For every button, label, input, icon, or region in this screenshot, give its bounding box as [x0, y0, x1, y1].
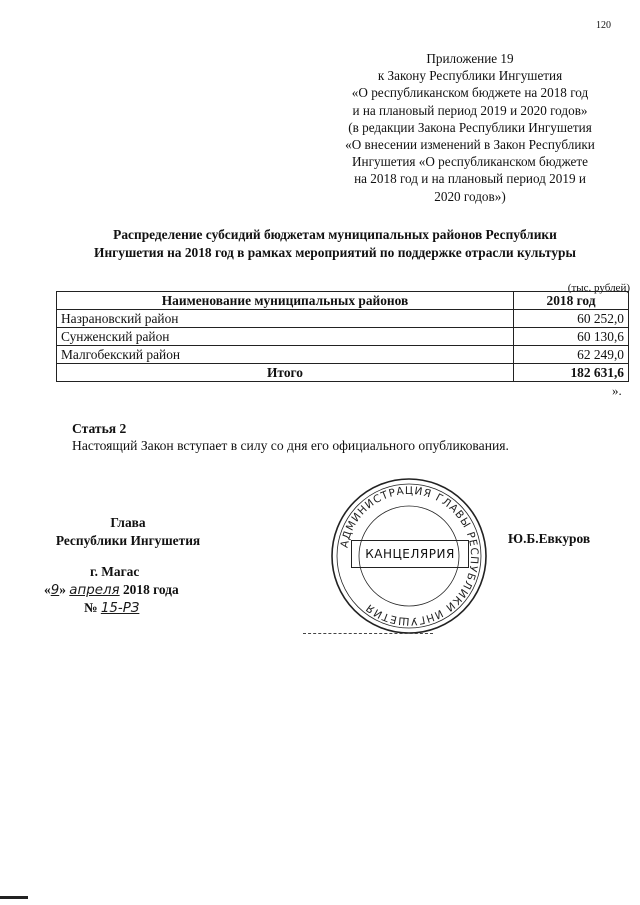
closing-quote: ».: [612, 383, 622, 398]
appendix-line: к Закону Республики Ингушетия: [377, 68, 563, 84]
signer-name: Ю.Б.Евкуров: [508, 531, 591, 546]
number-line: [84, 600, 139, 616]
district-value: 62 249,0: [514, 346, 629, 364]
date-line: [44, 582, 179, 598]
date-year: 2018 года: [122, 582, 179, 597]
units-label: (тыс. рублей): [567, 282, 630, 294]
title-line: Распределение субсидий бюджетам муниципальных районов Республики: [113, 227, 557, 242]
date-close-quote: »: [59, 582, 66, 597]
appendix-line: Приложение 19: [426, 51, 514, 66]
scan-edge-mark: [0, 896, 28, 899]
appendix-line: «О республиканском бюджете на 2018 год: [351, 85, 589, 101]
date-month-handwritten: апреля: [69, 583, 120, 598]
appendix-line: Ингушетия «О республиканском бюджете: [351, 154, 588, 170]
date-open-quote: «: [44, 582, 51, 597]
table-row: [57, 310, 629, 328]
number-handwritten: 15-РЗ: [100, 601, 140, 616]
dashed-divider: [303, 633, 433, 634]
appendix-line: «О внесении изменений в Закон Республики: [345, 137, 595, 153]
header-year: 2018 год: [514, 292, 629, 310]
appendix-line: и на плановый период 2019 и 2020 годов»: [352, 102, 588, 118]
appendix-line: (в редакции Закона Республики Ингушетия: [348, 119, 592, 135]
number-label: №: [84, 600, 98, 615]
budget-table: [56, 291, 629, 382]
total-value: 182 631,6: [514, 364, 629, 382]
position-line: Глава: [110, 515, 146, 530]
position-line: Республики Ингушетия: [55, 533, 201, 548]
stamp-center-text: КАНЦЕЛЯРИЯ: [351, 540, 469, 568]
date-day-handwritten: 9: [50, 583, 60, 598]
table-header-row: [57, 292, 629, 310]
header-district: Наименование муниципальных районов: [57, 292, 514, 310]
article-title: Статья 2: [72, 421, 127, 436]
table-total-row: [57, 364, 629, 382]
title-line: Ингушетия на 2018 год в рамках мероприятий по поддержке отрасли культуры: [94, 245, 576, 260]
district-name: Малгобекский район: [57, 346, 514, 364]
article-text: Настоящий Закон вступает в силу со дня его официального опубликования.: [72, 438, 509, 453]
signer-position: [38, 514, 218, 550]
page-number: 120: [596, 20, 611, 31]
district-name: Сунженский район: [57, 328, 514, 346]
stamp-ring-text: АДМИНИСТРАЦИЯ ГЛАВЫ РЕСПУБЛИКИ ИНГУШЕТИЯ: [338, 484, 481, 628]
stamp-seal: [329, 476, 489, 636]
district-name: Назрановский район: [57, 310, 514, 328]
district-value: 60 252,0: [514, 310, 629, 328]
total-label: Итого: [57, 364, 514, 382]
district-value: 60 130,6: [514, 328, 629, 346]
table-row: [57, 328, 629, 346]
table-row: [57, 346, 629, 364]
city: г. Магас: [90, 564, 140, 579]
document-title: [30, 226, 640, 262]
appendix-line: на 2018 год и на плановый период 2019 и: [354, 171, 586, 187]
appendix-header: [300, 50, 640, 205]
appendix-line: 2020 годов»): [434, 188, 506, 204]
